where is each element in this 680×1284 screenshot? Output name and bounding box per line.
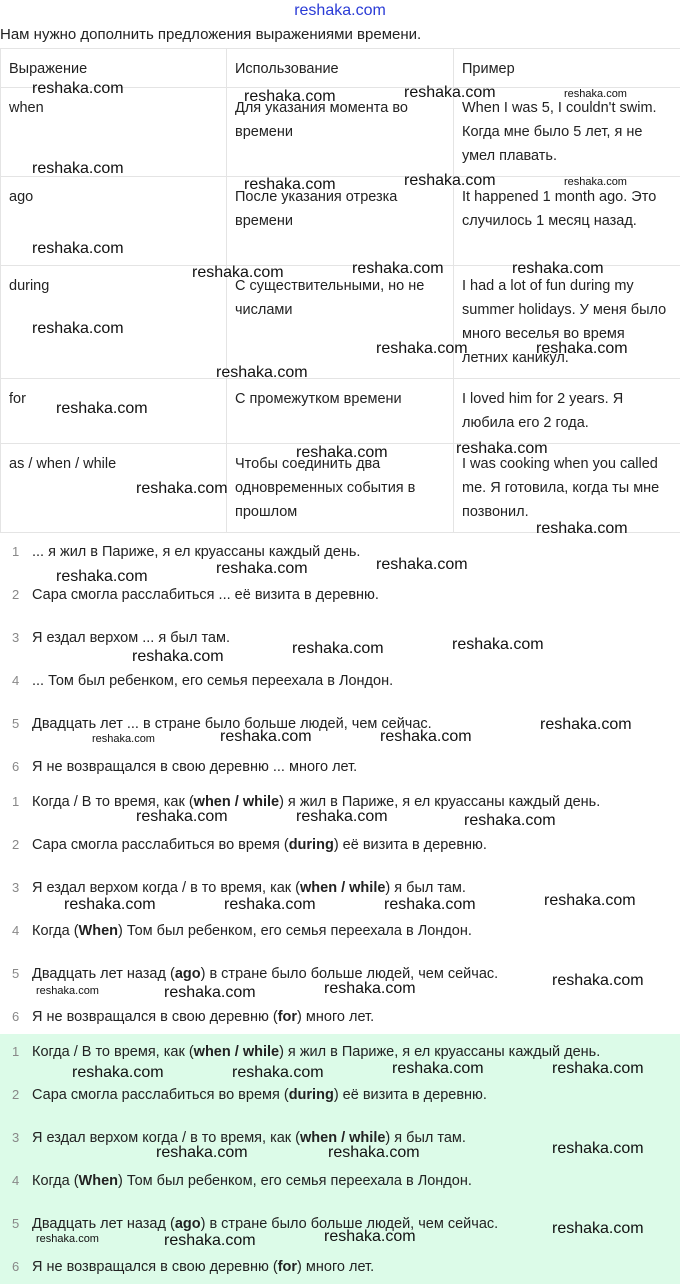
watermark: reshaka.com — [64, 896, 156, 913]
answer-text — [32, 1259, 374, 1275]
answer-pre: Я не возвращался в свою деревню ( — [32, 1009, 278, 1025]
table-cell: После указания отрезка времени — [227, 177, 454, 266]
item-number: 4 — [12, 673, 20, 688]
answer-text — [32, 923, 472, 939]
table-cell: during — [1, 266, 227, 379]
watermark: reshaka.com — [564, 176, 627, 188]
item-number: 3 — [12, 1130, 20, 1145]
watermark: reshaka.com — [36, 985, 99, 997]
watermark: reshaka.com — [452, 636, 544, 653]
watermark: reshaka.com — [404, 172, 496, 189]
watermark: reshaka.com — [512, 260, 604, 277]
answer-text — [32, 1087, 487, 1103]
watermark: reshaka.com — [564, 88, 627, 100]
answer-keyword: when / while — [193, 1044, 280, 1060]
answer-post: ) её визита в деревню. — [333, 1087, 487, 1103]
answer-post: ) Том был ребенком, его семья переехала в Лондон. — [118, 1173, 472, 1189]
watermark: reshaka.com — [244, 88, 336, 105]
item-number: 3 — [12, 880, 20, 895]
answer-text — [32, 1173, 472, 1189]
item-number: 1 — [12, 1044, 20, 1059]
item-number: 6 — [12, 1259, 20, 1274]
item-number: 4 — [12, 1173, 20, 1188]
item-text: Я не возвращался в свою деревню ... много лет. — [32, 759, 358, 775]
watermark: reshaka.com — [404, 84, 496, 101]
item-text: Двадцать лет ... в стране было больше людей, чем сейчас. — [32, 716, 432, 732]
watermark: reshaka.com — [32, 80, 124, 97]
watermark: reshaka.com — [384, 896, 476, 913]
answer-keyword: when / while — [300, 1130, 386, 1146]
watermark: reshaka.com — [376, 340, 468, 357]
item-text: Сара смогла расслабиться ... её визита в деревню. — [32, 587, 379, 603]
watermark: reshaka.com — [376, 556, 468, 573]
answer-post: ) я жил в Париже, я ел круассаны каждый день. — [279, 794, 601, 810]
watermark: reshaka.com — [544, 892, 636, 909]
watermark: reshaka.com — [296, 444, 388, 461]
watermark: reshaka.com — [32, 320, 124, 337]
watermark: reshaka.com — [552, 1060, 644, 1077]
watermark: reshaka.com — [164, 1232, 256, 1249]
watermark: reshaka.com — [232, 1064, 324, 1081]
watermark: reshaka.com — [156, 1144, 248, 1161]
watermark: reshaka.com — [244, 176, 336, 193]
answer-keyword: during — [288, 837, 334, 853]
answer-pre: Двадцать лет назад ( — [32, 966, 175, 982]
answer-text — [32, 1216, 498, 1232]
answer-text — [32, 837, 487, 853]
table-cell: when — [1, 88, 227, 177]
answer-post: ) в стране было больше людей, чем сейчас. — [200, 966, 499, 982]
watermark: reshaka.com — [392, 1060, 484, 1077]
answer-post: ) много лет. — [297, 1009, 375, 1025]
watermark: reshaka.com — [552, 1220, 644, 1237]
answer-keyword: When — [78, 1173, 118, 1189]
answer-keyword: for — [277, 1009, 298, 1025]
answer-post: ) Том был ребенком, его семья переехала в Лондон. — [118, 923, 472, 939]
answer-keyword: during — [288, 1087, 334, 1103]
watermark: reshaka.com — [132, 648, 224, 665]
watermark: reshaka.com — [56, 400, 148, 417]
answer-pre: Когда ( — [32, 923, 79, 939]
answer-pre: Когда / В то время, как ( — [32, 1044, 194, 1060]
table-cell: It happened 1 month ago. Это случилось 1 месяц назад. — [454, 177, 680, 266]
answer-text — [32, 1009, 374, 1025]
table-cell: Чтобы соединить два одновременных события в прошлом — [227, 444, 454, 533]
watermark: reshaka.com — [32, 160, 124, 177]
answer-keyword: When — [78, 923, 118, 939]
watermark: reshaka.com — [352, 260, 444, 277]
table-cell: С существительными, но не числами — [227, 266, 454, 379]
answer-pre: Я ездал верхом когда / в то время, как ( — [32, 880, 301, 896]
table-cell: Для указания момента во времени — [227, 88, 454, 177]
answer-keyword: for — [277, 1259, 298, 1275]
answer-keyword: when / while — [193, 794, 280, 810]
answer-pre: Сара смогла расслабиться во время ( — [32, 837, 289, 853]
watermark: reshaka.com — [296, 808, 388, 825]
answer-post: ) я жил в Париже, я ел круассаны каждый день. — [279, 1044, 601, 1060]
answer-text — [32, 966, 498, 982]
watermark: reshaka.com — [380, 728, 472, 745]
answer-post: ) я был там. — [385, 1130, 466, 1146]
watermark: reshaka.com — [324, 980, 416, 997]
watermark: reshaka.com — [56, 568, 148, 585]
watermark: reshaka.com — [192, 264, 284, 281]
watermark: reshaka.com — [292, 640, 384, 657]
table-cell: as / when / while — [1, 444, 227, 533]
table-cell: When I was 5, I couldn't swim. Когда мне было 5 лет, я не умел плавать. — [454, 88, 680, 177]
table-header: Использование — [227, 49, 454, 88]
table-cell: for — [1, 379, 227, 444]
watermark: reshaka.com — [464, 812, 556, 829]
watermark: reshaka.com — [536, 340, 628, 357]
watermark: reshaka.com — [552, 1140, 644, 1157]
answer-pre: Когда / В то время, как ( — [32, 794, 194, 810]
item-number: 6 — [12, 1009, 20, 1024]
watermark: reshaka.com — [216, 560, 308, 577]
item-text: ... Том был ребенком, его семья переехала в Лондон. — [32, 673, 394, 689]
watermark: reshaka.com — [328, 1144, 420, 1161]
answer-post: ) я был там. — [385, 880, 466, 896]
site-title[interactable]: reshaka.com — [294, 2, 386, 19]
watermark: reshaka.com — [92, 733, 155, 745]
table-header: Пример — [454, 49, 680, 88]
intro-text: Нам нужно дополнить предложения выражениями времени. — [0, 26, 422, 43]
item-number: 2 — [12, 587, 20, 602]
answer-post: ) в стране было больше людей, чем сейчас. — [200, 1216, 499, 1232]
item-number: 5 — [12, 1216, 20, 1231]
watermark: reshaka.com — [72, 1064, 164, 1081]
answer-post: ) её визита в деревню. — [333, 837, 487, 853]
answer-pre: Я ездал верхом когда / в то время, как ( — [32, 1130, 301, 1146]
watermark: reshaka.com — [164, 984, 256, 1001]
item-text: ... я жил в Париже, я ел круассаны каждый день. — [32, 544, 361, 560]
item-text: Я ездал верхом ... я был там. — [32, 630, 230, 646]
answer-pre: Я не возвращался в свою деревню ( — [32, 1259, 278, 1275]
watermark: reshaka.com — [456, 440, 548, 457]
table-cell: ago — [1, 177, 227, 266]
item-number: 5 — [12, 716, 20, 731]
answer-keyword: ago — [174, 966, 201, 982]
table-cell: I was cooking when you called me. Я готовила, когда ты мне позвонил. — [454, 444, 680, 533]
watermark: reshaka.com — [224, 896, 316, 913]
watermark: reshaka.com — [36, 1233, 99, 1245]
answer-pre: Когда ( — [32, 1173, 79, 1189]
answer-keyword: ago — [174, 1216, 201, 1232]
item-number: 4 — [12, 923, 20, 938]
item-number: 2 — [12, 1087, 20, 1102]
answer-pre: Сара смогла расслабиться во время ( — [32, 1087, 289, 1103]
table-cell: С промежутком времени — [227, 379, 454, 444]
table-cell: I loved him for 2 years. Я любила его 2 года. — [454, 379, 680, 444]
item-number: 6 — [12, 759, 20, 774]
table-cell: I had a lot of fun during my summer holidays. У меня было много веселья во время летних каникул. — [454, 266, 680, 379]
answer-post: ) много лет. — [297, 1259, 375, 1275]
watermark: reshaka.com — [136, 480, 228, 497]
answer-pre: Двадцать лет назад ( — [32, 1216, 175, 1232]
answer-text — [32, 880, 466, 896]
item-number: 1 — [12, 794, 20, 809]
answer-keyword: when / while — [300, 880, 386, 896]
table-header: Выражение — [1, 49, 227, 88]
watermark: reshaka.com — [136, 808, 228, 825]
watermark: reshaka.com — [540, 716, 632, 733]
item-number: 5 — [12, 966, 20, 981]
watermark: reshaka.com — [552, 972, 644, 989]
watermark: reshaka.com — [536, 520, 628, 537]
watermark: reshaka.com — [324, 1228, 416, 1245]
answer-text — [32, 1044, 600, 1060]
item-number: 1 — [12, 544, 20, 559]
item-number: 3 — [12, 630, 20, 645]
watermark: reshaka.com — [32, 240, 124, 257]
watermark: reshaka.com — [220, 728, 312, 745]
watermark: reshaka.com — [216, 364, 308, 381]
item-number: 2 — [12, 837, 20, 852]
